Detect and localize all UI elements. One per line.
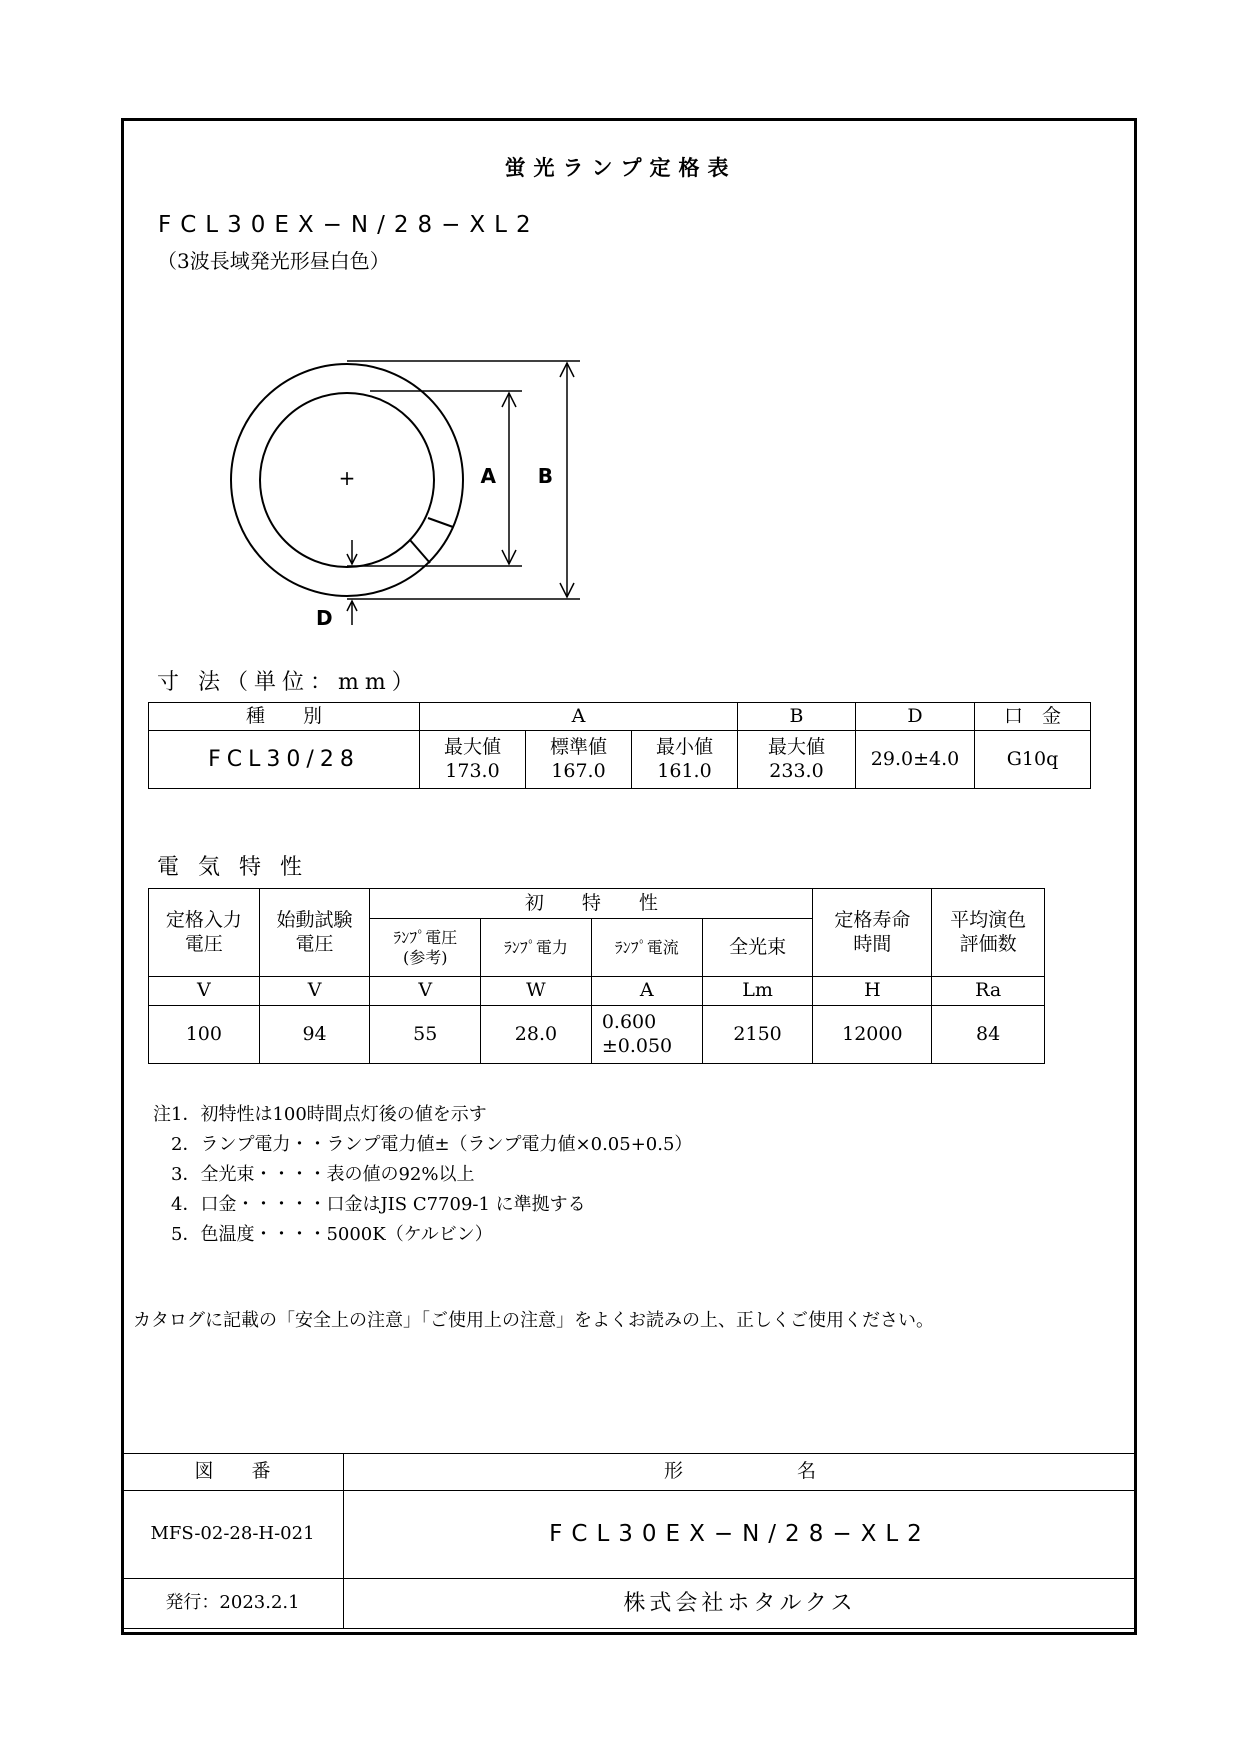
issued-date: 発行：2023.2.1 (122, 1579, 344, 1629)
value-flux: 2150 (702, 1006, 813, 1064)
center-mark: + (338, 466, 356, 490)
notes (153, 1100, 692, 1250)
model-label: 形 名 (344, 1454, 1137, 1491)
header-flux: 全光束 (702, 919, 813, 977)
note-item: 注1．初特性は100時間点灯後の値を示す (153, 1104, 487, 1125)
header-cri: 平均演色 評価数 (932, 889, 1045, 977)
value-lamp-current: 0.600 (601, 1010, 657, 1033)
footer-model: FCL30EX−N/28−XL2 (344, 1491, 1137, 1579)
header-d: D (856, 703, 975, 731)
dimensions-heading: 寸 法（単位：mm） (157, 670, 420, 695)
header-b: B (738, 703, 856, 731)
unit-cell: H (813, 977, 932, 1006)
unit-cell: W (481, 977, 592, 1006)
b-max-label: 最大値 (767, 735, 825, 758)
b-max-value: 233.0 (769, 759, 824, 782)
a-min-label: 最小値 (655, 735, 713, 758)
label-a: A (480, 464, 496, 488)
d-value: 29.0±4.0 (856, 731, 975, 789)
page-title: 蛍光ランプ定格表 (504, 156, 737, 180)
note-item: 5．色温度・・・・5000K（ケルビン） (153, 1224, 493, 1245)
header-life: 定格寿命 時間 (813, 889, 932, 977)
header-start-voltage: 始動試験 電圧 (259, 889, 370, 977)
company-name: 株式会社ホタルクス (344, 1579, 1137, 1629)
header-type: 種 別 (149, 703, 420, 731)
header-lamp-power: ﾗﾝﾌﾟ電力 (481, 919, 592, 977)
header-rated-voltage: 定格入力 電圧 (149, 889, 260, 977)
value-lamp-current-tolerance: ±0.050 (601, 1034, 673, 1057)
title-block (121, 1453, 1137, 1629)
drawing-no-label: 図 番 (122, 1454, 344, 1491)
caution-text: カタログに記載の「安全上の注意」「ご使用上の注意」をよくお読みの上、正しくご使用ください。 (133, 1310, 934, 1331)
header-a: A (420, 703, 738, 731)
label-b: B (537, 464, 553, 488)
value-life: 12000 (813, 1006, 932, 1064)
note-item: 4．口金・・・・・口金はJIS C7709-1 に準拠する (153, 1194, 586, 1215)
value-start-voltage: 94 (259, 1006, 370, 1064)
model-subtitle: （3波長域発光形昼白色） (157, 249, 390, 273)
value-cri: 84 (932, 1006, 1045, 1064)
value-lamp-voltage: 55 (370, 1006, 481, 1064)
drawing-no: MFS-02-28-H-021 (122, 1491, 344, 1579)
a-max-label: 最大値 (443, 735, 501, 758)
a-min-value: 161.0 (657, 759, 712, 782)
model-name: FCL30EX−N/28−XL2 (158, 212, 540, 238)
unit-cell: A (591, 977, 702, 1006)
header-lamp-current: ﾗﾝﾌﾟ電流 (591, 919, 702, 977)
value-rated-voltage: 100 (149, 1006, 260, 1064)
lamp-dimension-diagram (220, 355, 600, 645)
a-std-label: 標準値 (549, 735, 607, 758)
header-initial: 初 特 性 (370, 889, 813, 919)
header-lamp-voltage: ﾗﾝﾌﾟ電圧 (参考) (370, 919, 481, 977)
header-base: 口 金 (975, 703, 1091, 731)
a-max-value: 173.0 (445, 759, 500, 782)
row-type: FCL30/28 (149, 731, 420, 789)
unit-cell: V (149, 977, 260, 1006)
note-item: 3．全光束・・・・表の値の92%以上 (153, 1164, 475, 1185)
label-d: D (316, 606, 333, 630)
base-value: G10q (975, 731, 1091, 789)
unit-cell: V (370, 977, 481, 1006)
note-item: 2．ランプ電力・・ランプ電力値±（ランプ電力値×0.05+0.5） (153, 1134, 693, 1155)
unit-cell: V (259, 977, 370, 1006)
electrical-heading: 電 気 特 性 (157, 855, 308, 880)
a-std-value: 167.0 (551, 759, 606, 782)
unit-cell: Lm (702, 977, 813, 1006)
unit-cell: Ra (932, 977, 1045, 1006)
electrical-table (148, 888, 1045, 1064)
dimensions-table (148, 702, 1091, 789)
value-lamp-power: 28.0 (481, 1006, 592, 1064)
